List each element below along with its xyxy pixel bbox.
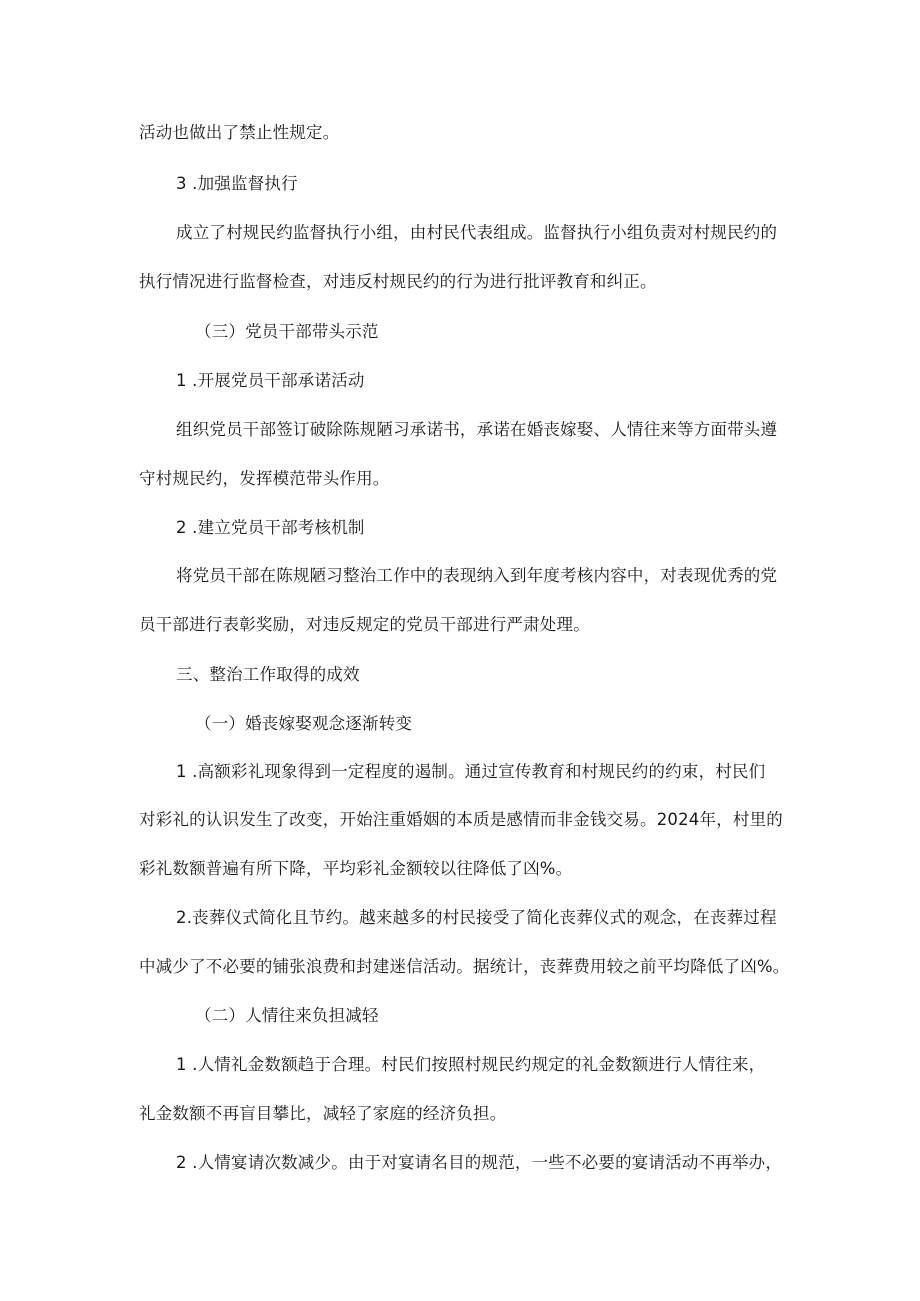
paragraph-line: 1 .高额彩礼现象得到一定程度的遏制。通过宣传教育和村规民约的约束，村民们 bbox=[176, 762, 766, 781]
section-heading: （二）人情往来负担减轻 bbox=[195, 1006, 379, 1025]
paragraph-line: 对彩礼的认识发生了改变，开始注重婚姻的本质是感情而非金钱交易。2024年，村里的 bbox=[139, 810, 783, 829]
paragraph-line: 2 .人情宴请次数减少。由于对宴请名目的规范，一些不必要的宴请活动不再举办， bbox=[176, 1153, 783, 1172]
paragraph-line: 执行情况进行监督检查，对违反村规民约的行为进行批评教育和纠正。 bbox=[139, 272, 657, 291]
paragraph-line: 将党员干部在陈规陋习整治工作中的表现纳入到年度考核内容中，对表现优秀的党 bbox=[176, 566, 778, 585]
paragraph-line: 中减少了不必要的铺张浪费和封建迷信活动。据统计，丧葬费用较之前平均降低了凶%。 bbox=[139, 957, 790, 976]
paragraph-line: 1 .人情礼金数额趋于合理。村民们按照村规民约规定的礼金数额进行人情往来， bbox=[176, 1055, 766, 1074]
paragraph-line: 员干部进行表彰奖励，对违反规定的党员干部进行严肃处理。 bbox=[139, 615, 590, 634]
chapter-heading: 三、整治工作取得的成效 bbox=[176, 665, 360, 684]
section-heading: 3 .加强监督执行 bbox=[176, 174, 298, 193]
paragraph-line: 礼金数额不再盲目攀比，减轻了家庭的经济负担。 bbox=[139, 1104, 507, 1123]
paragraph-line: 活动也做出了禁止性规定。 bbox=[139, 123, 340, 142]
paragraph-line: 2.丧葬仪式简化且节约。越来越多的村民接受了简化丧葬仪式的观念，在丧葬过程 bbox=[176, 908, 777, 927]
paragraph-line: 守村规民约，发挥模范带头作用。 bbox=[139, 469, 390, 488]
paragraph-line: 组织党员干部签订破除陈规陋习承诺书，承诺在婚丧嫁娶、人情往来等方面带头遵 bbox=[176, 420, 778, 439]
paragraph-line: 成立了村规民约监督执行小组，由村民代表组成。监督执行小组负责对村规民约的 bbox=[176, 223, 778, 242]
section-heading: 1 .开展党员干部承诺活动 bbox=[176, 371, 365, 390]
section-heading: （三）党员干部带头示范 bbox=[195, 322, 379, 341]
section-heading: （一）婚丧嫁娶观念逐渐转变 bbox=[195, 714, 413, 733]
section-heading: 2 .建立党员干部考核机制 bbox=[176, 518, 365, 537]
paragraph-line: 彩礼数额普遍有所下降，平均彩礼金额较以往降低了凶%。 bbox=[139, 859, 573, 878]
